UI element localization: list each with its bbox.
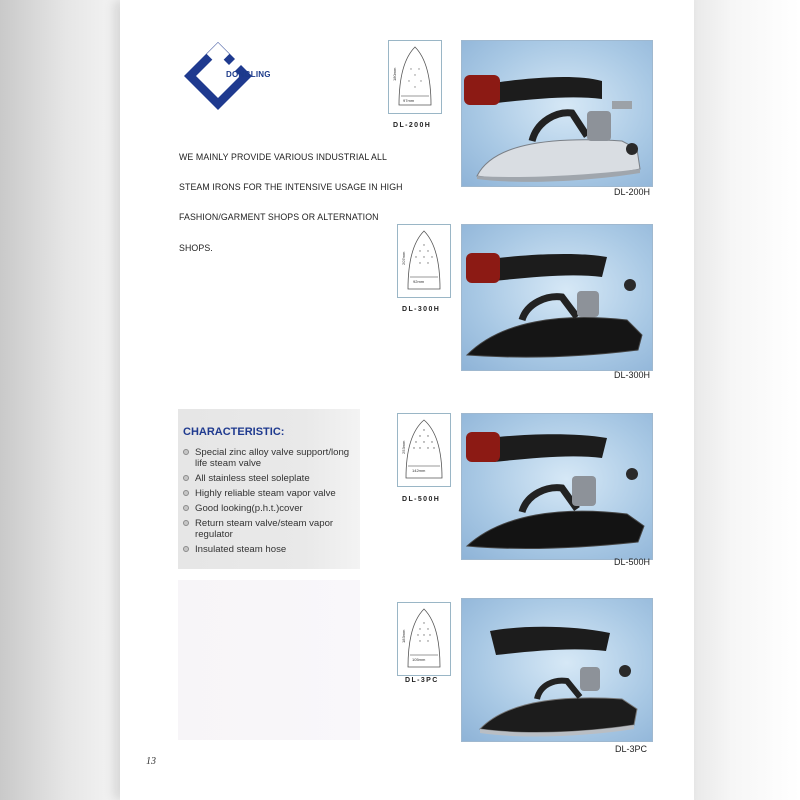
dimension-length: 180mm	[392, 67, 397, 81]
feature-item: Good looking(p.h.t.)cover	[183, 503, 303, 514]
soleplate-diagram	[397, 413, 451, 487]
intro-line: STEAM IRONS FOR THE INTENSIVE USAGE IN HIGH	[179, 182, 403, 192]
soleplate-diagram	[388, 40, 442, 114]
page-gutter-right	[694, 0, 800, 800]
model-label: DL-300H	[402, 306, 441, 313]
feature-item: Return steam valve/steam vapor regulator	[183, 518, 333, 540]
characteristic-title: CHARACTERISTIC:	[183, 426, 285, 438]
dimension-length: 183mm	[401, 629, 406, 643]
dimension-length: 253mm	[401, 440, 406, 454]
characteristic-panel	[178, 409, 360, 569]
product-photo	[461, 413, 653, 560]
bullet-icon	[183, 505, 189, 511]
bullet-icon	[183, 520, 189, 526]
product-photo	[461, 224, 653, 371]
bullet-icon	[183, 546, 189, 552]
dimension-width: 92mm	[413, 279, 425, 284]
product-caption: DL-500H	[614, 557, 651, 567]
intro-line: WE MAINLY PROVIDE VARIOUS INDUSTRIAL ALL	[179, 152, 388, 162]
intro-line: SHOPS.	[179, 243, 213, 253]
model-label: DL-500H	[402, 496, 441, 503]
dimension-width: 97mm	[403, 98, 415, 103]
feature-item: Highly reliable steam vapor valve	[183, 488, 336, 499]
bullet-icon	[183, 490, 189, 496]
brand-logo-text: DONGLING	[226, 70, 271, 79]
intro-line: FASHION/GARMENT SHOPS OR ALTERNATION	[179, 212, 379, 222]
model-label: DL-200H	[393, 122, 432, 129]
bullet-icon	[183, 449, 189, 455]
feature-item: Special zinc alloy valve support/long life steam valve	[183, 447, 349, 469]
dimension-length: 207mm	[401, 251, 406, 265]
product-photo	[461, 598, 653, 742]
product-caption: DL-300H	[614, 370, 651, 380]
product-caption: DL-3PC	[615, 744, 648, 754]
page-gutter-left	[0, 0, 120, 800]
model-label: DL-3PC	[405, 677, 439, 684]
soleplate-diagram	[397, 602, 451, 676]
feature-item: Insulated steam hose	[183, 544, 286, 555]
feature-item: All stainless steel soleplate	[183, 473, 310, 484]
dimension-width: 105mm	[412, 657, 426, 662]
soleplate-diagram	[397, 224, 451, 298]
product-photo	[461, 40, 653, 187]
product-caption: DL-200H	[614, 187, 651, 197]
dimension-width: 142mm	[412, 468, 426, 473]
blank-panel	[178, 580, 360, 740]
bullet-icon	[183, 475, 189, 481]
page-number: 13	[146, 756, 156, 767]
